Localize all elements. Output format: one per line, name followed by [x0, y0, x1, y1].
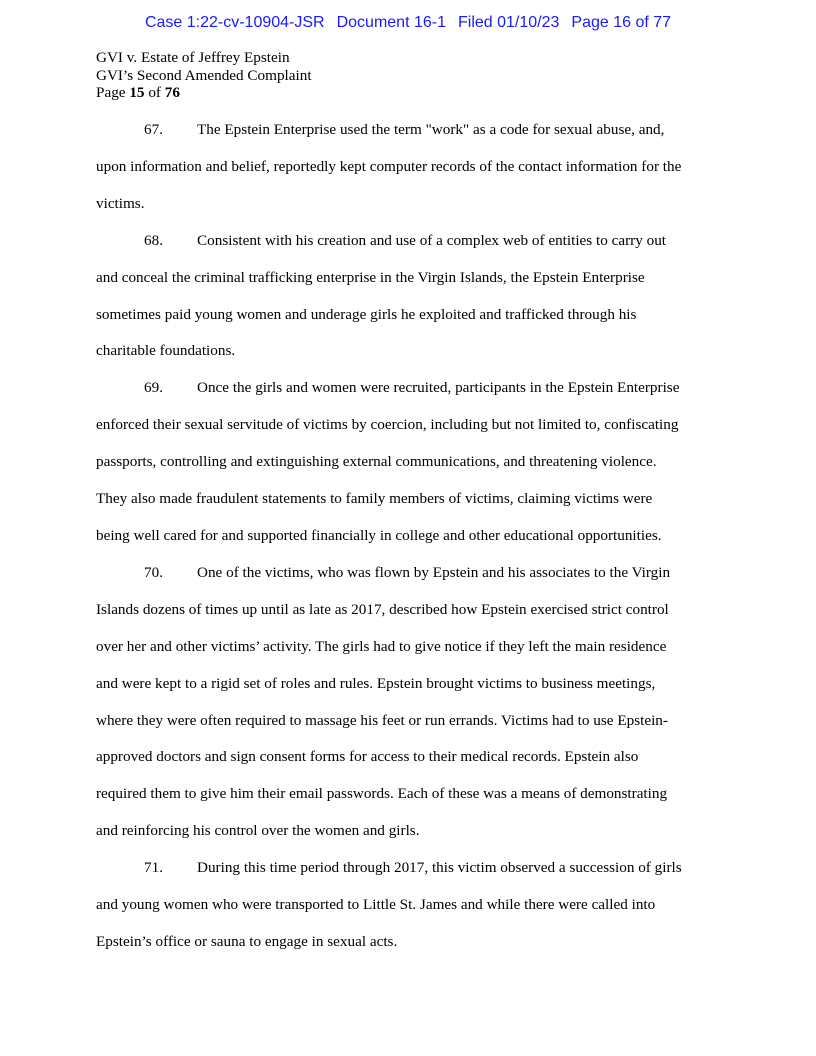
- paragraph-line: being well cared for and supported financially in college and other educational opportunities.: [96, 526, 662, 544]
- caption-page-current: 15: [129, 84, 145, 101]
- paragraph-line: and conceal the criminal trafficking enterprise in the Virgin Islands, the Epstein Enterprise: [96, 268, 645, 286]
- paragraph-line: The Epstein Enterprise used the term "work" as a code for sexual abuse, and,: [197, 121, 665, 138]
- caption-document-title: GVI’s Second Amended Complaint: [96, 66, 312, 84]
- paragraph-line: Islands dozens of times up until as late as 2017, described how Epstein exercised strict control: [96, 600, 669, 618]
- paragraph-line: and young women who were transported to Little St. James and while there were called into: [96, 896, 656, 914]
- paragraph-line: and reinforcing his control over the women and girls.: [96, 822, 420, 840]
- paragraph-71: [96, 850, 718, 961]
- caption-page-number: Page 15 of 76: [96, 84, 180, 101]
- caption-page-total: 76: [164, 84, 180, 101]
- paragraph-line: over her and other victims’ activity. The girls had to give notice if they left the main residence: [96, 637, 667, 655]
- caption-case-title: GVI v. Estate of Jeffrey Epstein: [96, 49, 290, 66]
- case-number: Case 1:22-cv-10904-JSR: [144, 14, 325, 31]
- paragraph-number: 70.: [144, 563, 163, 581]
- paragraph-number: 71.: [144, 859, 163, 877]
- paragraph-number: 69.: [144, 379, 163, 397]
- paragraph-line: approved doctors and sign consent forms for access to their medical records. Epstein also: [96, 748, 639, 766]
- paragraph-line: required them to give him their email passwords. Each of these was a means of demonstrating: [96, 785, 668, 803]
- paragraph-line: passports, controlling and extinguishing external communications, and threatening violence.: [96, 453, 657, 471]
- document-caption: [96, 49, 312, 102]
- paragraph-number: 68.: [144, 231, 163, 249]
- paragraph-line: charitable foundations.: [96, 342, 236, 360]
- document-number: Document 16-1: [336, 14, 446, 31]
- paragraph-number: 67.: [144, 121, 163, 138]
- paragraph-line: One of the victims, who was flown by Epstein and his associates to the Virgin: [197, 563, 671, 581]
- paragraph-line: upon information and belief, reportedly kept computer records of the contact information for the: [96, 157, 682, 175]
- paragraph-67: [96, 112, 718, 223]
- paragraph-line: sometimes paid young women and underage girls he exploited and trafficked through his: [96, 305, 637, 323]
- filed-date: Filed 01/10/23: [457, 14, 560, 31]
- paragraph-line: enforced their sexual servitude of victims by coercion, including but not limited to, confiscating: [96, 416, 679, 434]
- paragraph-line: During this time period through 2017, this victim observed a succession of girls: [197, 859, 682, 877]
- paragraph-line: and were kept to a rigid set of roles and rules. Epstein brought victims to business meetings,: [96, 674, 656, 692]
- case-filing-header: [0, 14, 816, 32]
- filing-page-number: Page 16 of 77: [571, 14, 672, 31]
- paragraph-68: [96, 223, 718, 371]
- paragraph-line: Epstein’s office or sauna to engage in sexual acts.: [96, 932, 398, 950]
- paragraph-line: where they were often required to massage his feet or run errands. Victims had to use Epstein-: [96, 711, 668, 729]
- paragraph-70: [96, 555, 718, 850]
- complaint-body: [96, 112, 718, 961]
- paragraph-line: Consistent with his creation and use of a complex web of entities to carry out: [197, 231, 667, 249]
- paragraph-line: Once the girls and women were recruited, participants in the Epstein Enterprise: [197, 379, 680, 397]
- paragraph-line: They also made fraudulent statements to family members of victims, claiming victims were: [96, 490, 653, 508]
- paragraph-line: victims.: [96, 194, 145, 212]
- paragraph-69: [96, 370, 718, 555]
